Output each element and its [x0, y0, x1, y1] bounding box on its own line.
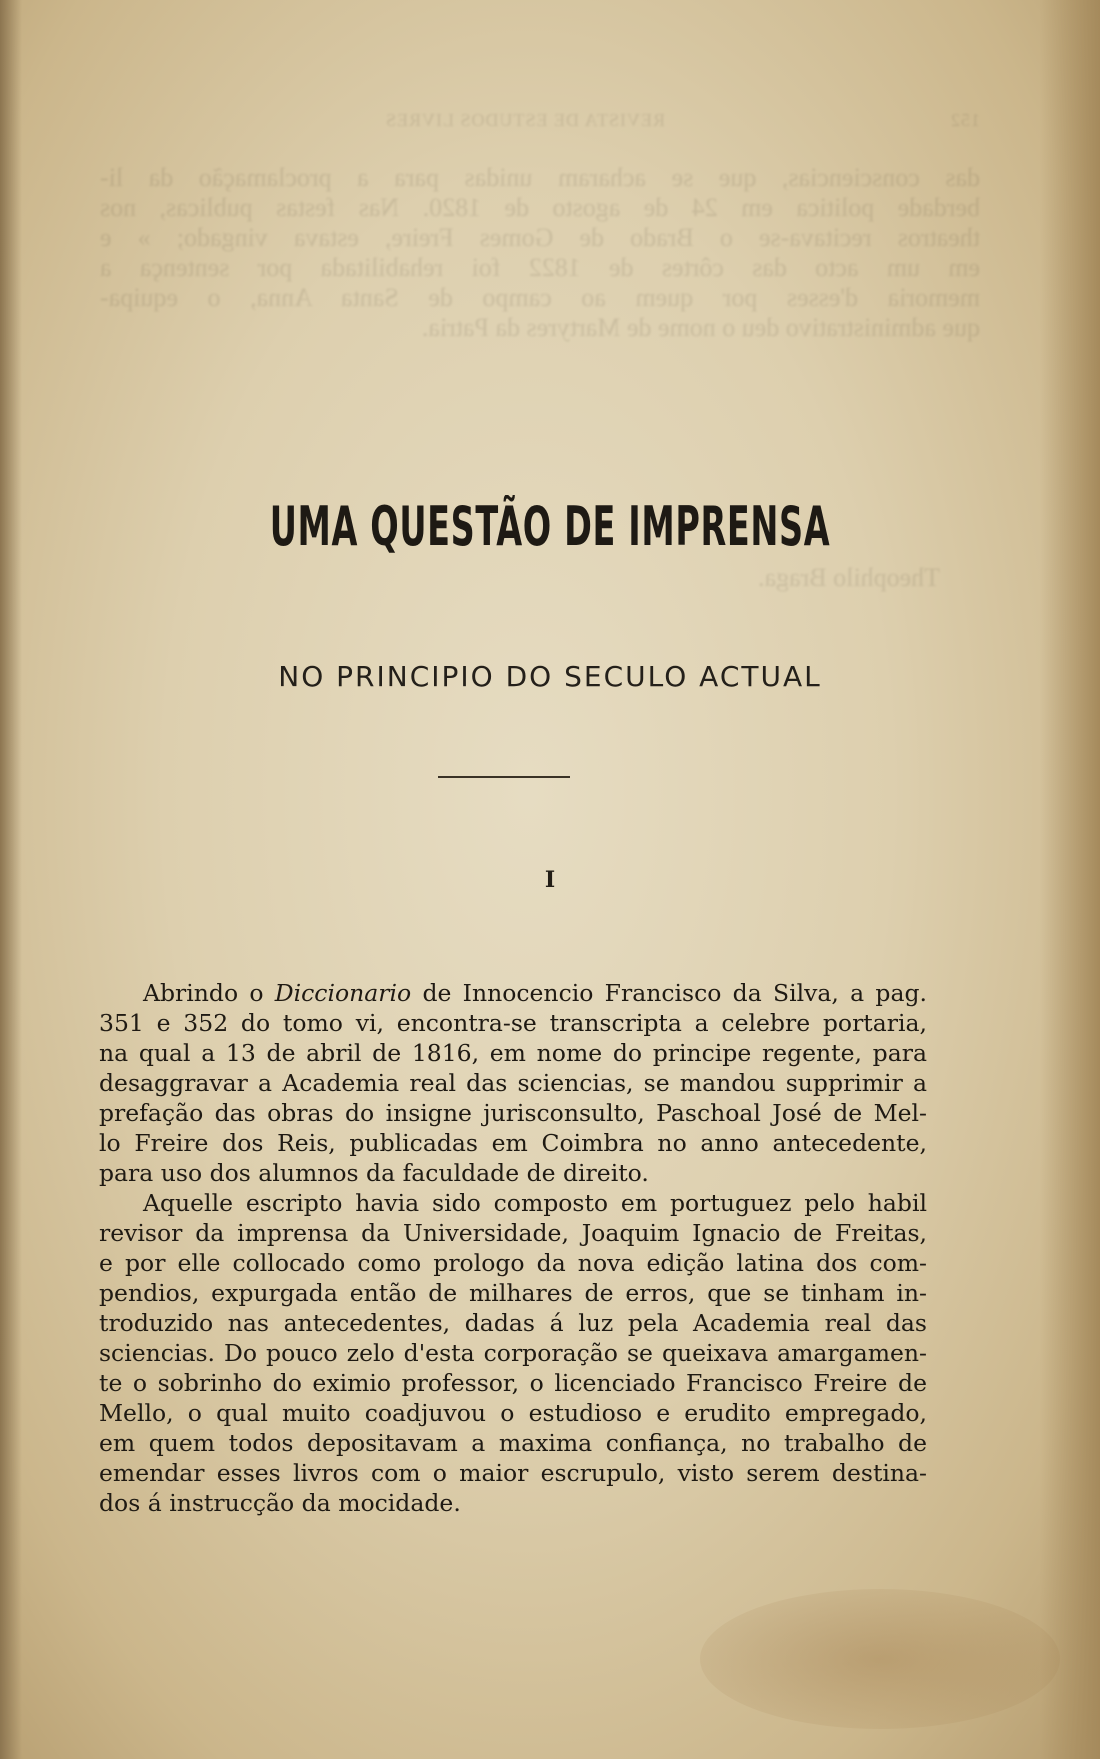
bleed-through-line: em um acto das côrtes de 1822 foi rehabilitada por sentença a — [100, 253, 980, 282]
paragraph-line: na qual a 13 de abril de 1816, em nome do principe regente, para — [99, 1039, 927, 1067]
bleed-through-line: que administrativo deu o nome de Martyres da Patria. — [421, 313, 980, 342]
paragraph-line: revisor da imprensa da Universidade, Joaquim Ignacio de Freitas, — [99, 1219, 927, 1247]
paragraph-line — [99, 978, 927, 1008]
article-title: UMA QUESTÃO DE IMPRENSA — [269, 495, 831, 558]
paragraph-line: desaggravar a Academia real das sciencias, se mandou supprimir a — [99, 1069, 927, 1097]
title-divider-rule — [438, 776, 570, 778]
paragraph-2 — [99, 1188, 927, 1518]
paper-stain — [700, 1589, 1060, 1729]
line-text: Abrindo o — [143, 979, 275, 1007]
bleed-through-header-title: REVISTA DE ESTUDOS LIVRES — [384, 110, 666, 130]
bleed-through-header — [100, 105, 980, 135]
paragraph-line: Aquelle escripto havia sido composto em portuguez pelo habil — [143, 1189, 927, 1217]
paragraph-line: prefação das obras do insigne jurisconsulto, Paschoal José de Mel- — [99, 1099, 927, 1127]
paragraph-1 — [99, 978, 927, 1188]
paragraph-line: para uso dos alumnos da faculdade de direito. — [99, 1159, 649, 1187]
paragraph-line: troduzido nas antecedentes, dadas á luz pela Academia real das — [99, 1309, 927, 1337]
paragraph-line: 351 e 352 do tomo vi, encontra-se transcripta a celebre portaria, — [99, 1009, 927, 1037]
bleed-through-line: das consciencias, que se acharam unidas para a proclamação da li- — [100, 163, 980, 192]
article-body — [99, 978, 927, 1518]
paragraph-line: pendios, expurgada então de milhares de erros, que se tinham in- — [99, 1279, 927, 1307]
section-number: I — [544, 867, 556, 893]
bleed-through-signature: Theophilo Braga. — [758, 563, 940, 592]
paragraph-line: e por elle collocado como prologo da nova edição latina dos com- — [99, 1249, 927, 1277]
article-subtitle: NO PRINCIPIO DO SECULO ACTUAL — [278, 660, 822, 693]
book-title-italic: Diccionario — [274, 979, 412, 1007]
paragraph-line: sciencias. Do pouco zelo d'esta corporação se queixava amargamen- — [99, 1339, 927, 1367]
bleed-through-line: memoria d'esses por quem ao campo de Santa Anna, o equipa- — [100, 283, 980, 312]
paragraph-line: Mello, o qual muito coadjuvou o estudioso e erudito empregado, — [99, 1399, 927, 1427]
bleed-through-line: berdade politica em 24 de agosto de 1820. Nas festas publicas, nos — [100, 193, 980, 222]
line-text: de Innocencio Francisco da Silva, a pag. — [411, 979, 927, 1007]
paragraph-line: emendar esses livros com o maior escrupulo, visto serem destina- — [99, 1459, 927, 1487]
bleed-through-line: theatros recitava-se o Brado de Gomes Freire, estava vingado; » e — [100, 223, 980, 252]
paragraph-line: lo Freire dos Reis, publicadas em Coimbra no anno antecedente, — [99, 1129, 927, 1157]
paragraph-line: te o sobrinho do eximio professor, o licenciado Francisco Freire de — [99, 1369, 927, 1397]
paragraph-line: dos á instrucção da mocidade. — [99, 1489, 461, 1517]
paragraph-line: em quem todos depositavam a maxima confiança, no trabalho de — [99, 1429, 927, 1457]
bleed-through-page-number: 152 — [950, 110, 980, 130]
